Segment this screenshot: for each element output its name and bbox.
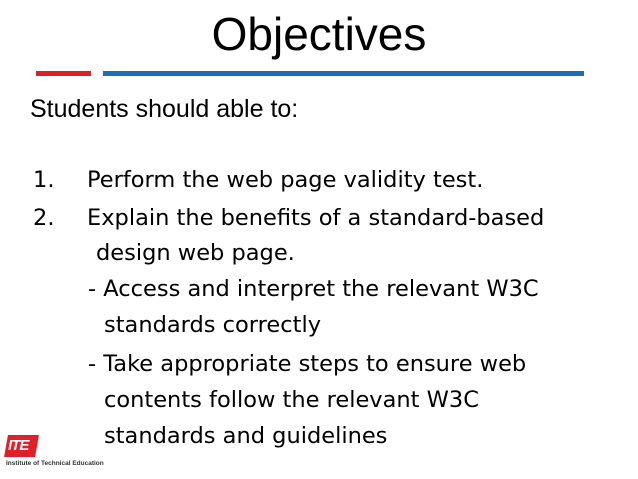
list-item-number: 2. xyxy=(33,205,55,231)
logo-caption: Institute of Technical Education xyxy=(6,460,104,467)
list-item-text: Explain the benefits of a standard-based xyxy=(87,205,545,231)
sub-point-text: standards correctly xyxy=(104,312,322,338)
sub-point-text: contents follow the relevant W3C xyxy=(104,387,479,413)
list-item-text: design web page. xyxy=(96,240,295,266)
sub-point-text: - Access and interpret the relevant W3C xyxy=(88,276,539,302)
ite-logo xyxy=(6,435,126,471)
slide-title: Objectives xyxy=(211,8,427,60)
sub-point-text: - Take appropriate steps to ensure web xyxy=(88,351,527,377)
sub-point-text: standards and guidelines xyxy=(104,423,388,449)
logo-mark-text: ITE xyxy=(8,437,29,454)
title-underline-blue xyxy=(103,71,584,76)
slide-subtitle: Students should able to: xyxy=(30,95,299,123)
title-underline-red xyxy=(36,71,91,76)
list-item-text: Perform the web page validity test. xyxy=(87,167,484,193)
list-item-number: 1. xyxy=(33,167,55,193)
